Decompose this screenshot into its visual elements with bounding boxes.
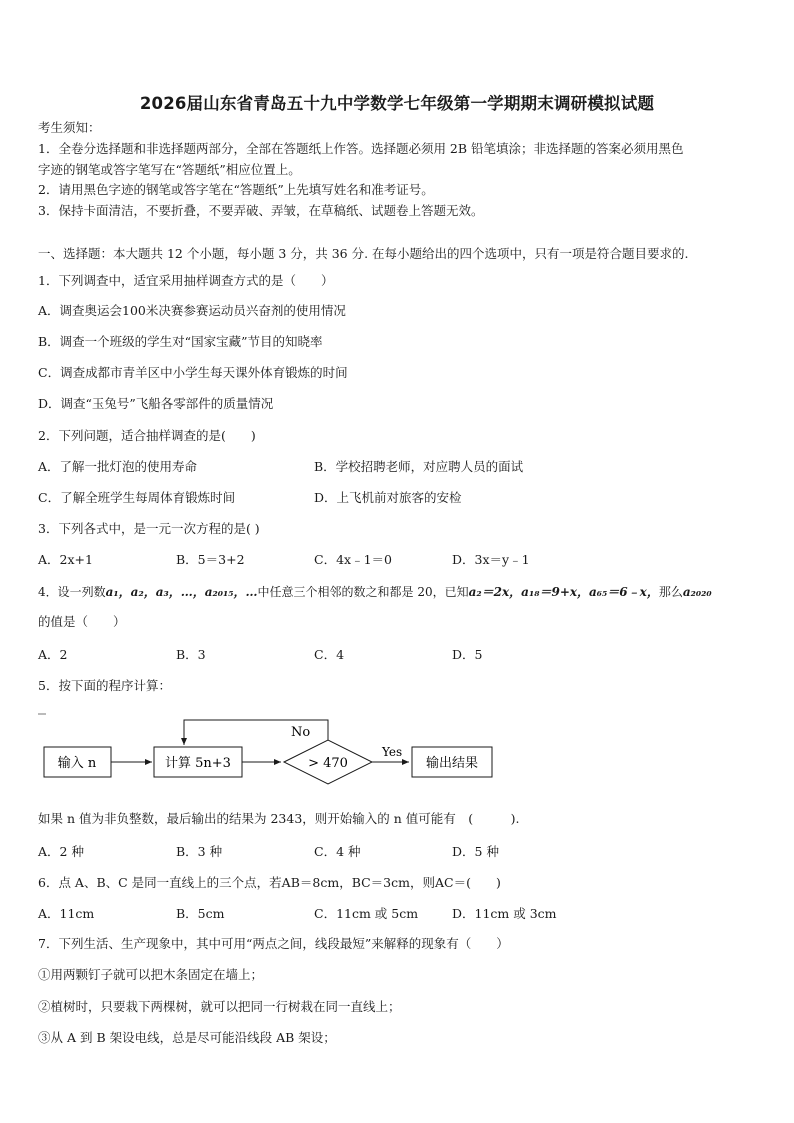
q6-option-d: D．11cm 或 3cm (452, 906, 557, 921)
flow-compute-label: 计算 5n+3 (165, 756, 231, 771)
q4-option-a: A．2 (38, 647, 68, 662)
q4-sequence: a₁，a₂，a₃，…，a₂₀₁₅，… (105, 585, 258, 599)
q4-stem-pre: 4．设一列数 (38, 585, 106, 599)
q3-option-c: C．4x﹣1＝0 (314, 552, 392, 567)
notice-item-1-cont: 字迹的钢笔或答字笔写在“答题纸”相应位置上。 (38, 162, 301, 177)
q6-option-b: B．5cm (176, 906, 225, 921)
q5-stem: 5．按下面的程序计算： (38, 678, 171, 693)
q6-option-c: C．11cm 或 5cm (314, 906, 419, 921)
q4-stem-post: 那么 (658, 585, 683, 599)
notice-item-1: 1．全卷分选择题和非选择题两部分，全部在答题纸上作答。选择题必须用 2B 铅笔填涂；非选择题的答案必须用黑色 (38, 141, 684, 156)
flow-condition-label: > 470 (308, 756, 348, 771)
q5-option-c: C．4 种 (314, 844, 361, 859)
section-heading: 一、选择题：本大题共 12 个小题，每小题 3 分，共 36 分. 在每小题给出的四个选项中，只有一项是符合题目要求的. (38, 246, 689, 261)
flow-yes-label: Yes (382, 745, 403, 759)
q2-option-c: C．了解全班学生每周体育锻炼时间 (38, 490, 236, 505)
q3-option-a: A．2x+1 (38, 552, 93, 567)
q5-option-d: D．5 种 (452, 844, 499, 859)
q4-stem (38, 584, 712, 600)
q2-option-a: A．了解一批灯泡的使用寿命 (38, 459, 198, 474)
q2-option-d: D．上飞机前对旅客的安检 (314, 490, 462, 505)
q5-option-a: A．2 种 (38, 844, 84, 859)
q4-option-d: D．5 (452, 647, 483, 662)
q1-option-a: A．调查奥运会100米决赛参赛运动员兴奋剂的使用情况 (38, 303, 346, 318)
q4-stem-mid: 中任意三个相邻的数之和都是 20，已知 (257, 585, 469, 599)
q7-statement-1: ①用两颗钉子就可以把木条固定在墙上； (38, 967, 264, 982)
q6-option-a: A．11cm (38, 906, 95, 921)
q3-option-b: B．5＝3+2 (176, 552, 245, 567)
q4-stem-line2: 的值是（ ） (38, 614, 126, 629)
q7-stem: 7．下列生活、生产现象中，其中可用“两点之间，线段最短”来解释的现象有（ ） (38, 936, 509, 951)
q3-stem: 3．下列各式中，是一元一次方程的是( ) (38, 521, 260, 536)
q7-statement-3: ③从 A 到 B 架设电线，总是尽可能沿线段 AB 架设； (38, 1030, 336, 1045)
q4-conditions: a₂＝2x，a₁₈＝9+x，a₆₅＝6﹣x， (468, 585, 659, 599)
q5-question: 如果 n 值为非负整数，最后输出的结果为 2343，则开始输入的 n 值可能有 ( ). (38, 811, 520, 826)
q6-stem: 6．点 A、B、C 是同一直线上的三个点，若AB＝8cm，BC＝3cm，则AC＝( ) (38, 875, 501, 890)
q2-stem: 2．下列问题，适合抽样调查的是( ) (38, 428, 256, 443)
flow-output-label: 输出结果 (425, 756, 479, 771)
q4-option-c: C．4 (314, 647, 345, 662)
notice-item-3: 3．保持卡面清洁，不要折叠，不要弄破、弄皱，在草稿纸、试题卷上答题无效。 (38, 203, 484, 218)
notice-item-2: 2．请用黑色字迹的钢笔或答字笔在“答题纸”上先填写姓名和准考证号。 (38, 182, 434, 197)
flow-no-label: No (291, 725, 311, 740)
q4-target: a₂₀₂₀ (682, 585, 712, 599)
notice-heading: 考生须知： (38, 120, 101, 135)
q1-option-b: B．调查一个班级的学生对“国家宝藏”节目的知晓率 (38, 334, 323, 349)
q4-option-b: B．3 (176, 647, 206, 662)
q2-option-b: B．学校招聘老师，对应聘人员的面试 (314, 459, 524, 474)
q5-option-b: B．3 种 (176, 844, 223, 859)
q1-stem: 1．下列调查中，适宜采用抽样调查方式的是（ ） (38, 273, 334, 288)
q1-option-c: C．调查成都市青羊区中小学生每天课外体育锻炼的时间 (38, 365, 348, 380)
q3-option-d: D．3x＝y﹣1 (452, 552, 530, 567)
q7-statement-2: ②植树时，只要栽下两棵树，就可以把同一行树栽在同一直线上； (38, 999, 401, 1014)
exam-title: 2026届山东省青岛五十九中学数学七年级第一学期期末调研模拟试题 (139, 94, 655, 113)
q1-option-d: D．调查“玉兔号”飞船各零部件的质量情况 (38, 396, 274, 411)
q5-flowchart (36, 712, 506, 794)
flow-input-label: 输入 n (57, 756, 97, 771)
